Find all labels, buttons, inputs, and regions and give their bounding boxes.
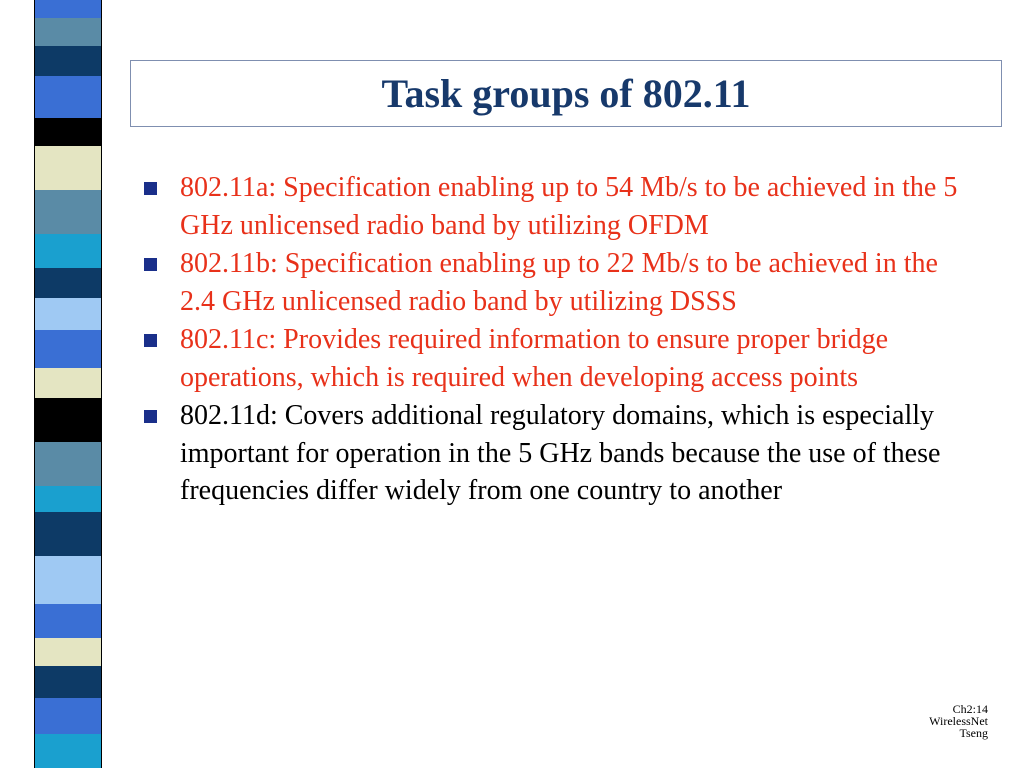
decorative-stripe-bar	[34, 0, 102, 768]
bullet-text: 802.11c: Provides required information to ensure proper bridge operations, which is required when developing access points	[180, 324, 889, 393]
bullet-item-802-11b	[143, 245, 973, 320]
bullet-text: 802.11d: Covers additional regulatory domains, which is especially important for operation in the 5 GHz bands because the use of these frequencies differ widely from one country to another	[180, 400, 941, 506]
square-bullet-icon	[144, 334, 157, 347]
title-box	[130, 60, 1002, 127]
bullet-item-802-11a	[143, 169, 973, 244]
bullet-list	[143, 169, 973, 511]
bullet-text: 802.11b: Specification enabling up to 22 Mb/s to be achieved in the 2.4 GHz unlicensed radio band by utilizing DSSS	[180, 248, 938, 317]
bullet-text: 802.11a: Specification enabling up to 54 Mb/s to be achieved in the 5 GHz unlicensed radio band by utilizing OFDM	[180, 172, 958, 241]
footer-author: Tseng	[959, 726, 988, 740]
square-bullet-icon	[144, 258, 157, 271]
square-bullet-icon	[144, 182, 157, 195]
bullet-item-802-11d	[143, 397, 973, 510]
footer-course: WirelessNet	[929, 714, 988, 728]
bullet-item-802-11c	[143, 321, 973, 396]
slide-footer	[929, 703, 988, 739]
slide-title: Task groups of 802.11	[381, 71, 751, 116]
square-bullet-icon	[144, 410, 157, 423]
footer-page: Ch2:14	[952, 702, 988, 716]
